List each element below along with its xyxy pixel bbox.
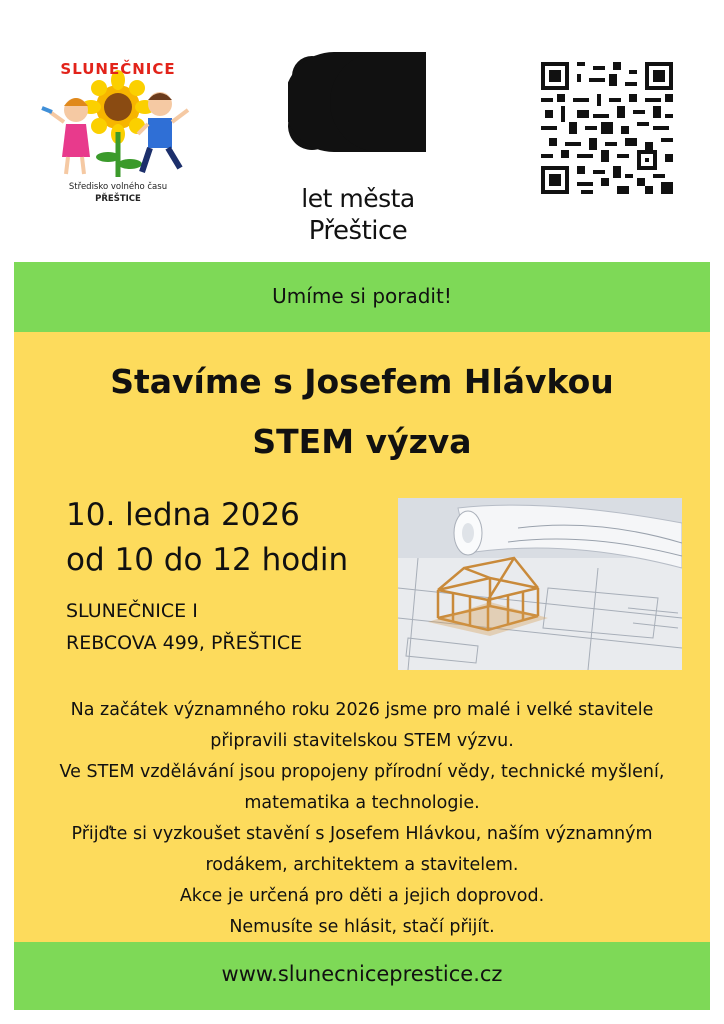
description-line: rodákem, architektem a stavitelem. <box>205 855 519 875</box>
blueprint-house-image <box>398 498 682 670</box>
logo-subtitle-line2: PŘEŠTICE <box>95 194 141 204</box>
event-subtitle: STEM výzva <box>252 422 472 461</box>
logo-line2: Přeštice <box>308 216 408 246</box>
logo-subtitle-line1: Středisko volného času <box>68 182 168 192</box>
event-panel <box>14 332 710 942</box>
header <box>0 0 724 262</box>
logo-line1: let města <box>301 184 415 213</box>
description-line: Ve STEM vzdělávání jsou propojeny přírodní vědy, technické myšlení, <box>59 762 665 782</box>
description-line: připravili stavitelskou STEM výzvu. <box>210 731 514 751</box>
anniversary-800-icon <box>288 42 428 172</box>
description-line: Akce je určená pro děti a jejich doprovod. <box>179 886 545 906</box>
logo-brand-text: SLUNEČNICE <box>60 60 176 78</box>
tagline: Umíme si poradit! <box>272 284 452 308</box>
event-time: od 10 do 12 hodin <box>66 542 349 578</box>
venue-name: SLUNEČNICE I <box>66 600 198 622</box>
event-description <box>14 695 710 943</box>
description-line: Nemusíte se hlásit, stačí přijít. <box>229 917 495 937</box>
tagline-band <box>14 262 710 332</box>
event-title: Stavíme s Josefem Hlávkou <box>110 362 614 401</box>
website-band <box>14 942 710 1010</box>
description-line: Přijďte si vyzkoušet stavění s Josefem Hlávkou, naším významným <box>71 824 653 844</box>
venue-address: REBCOVA 499, PŘEŠTICE <box>66 632 303 654</box>
description-line: matematika a technologie. <box>244 793 480 813</box>
website-link[interactable]: www.slunecniceprestice.cz <box>221 962 503 986</box>
slunecnice-logo <box>38 52 198 212</box>
city-anniversary-logo <box>278 42 438 246</box>
event-date: 10. ledna 2026 <box>66 497 300 533</box>
description-line: Na začátek významného roku 2026 jsme pro malé i velké stavitele <box>70 700 654 720</box>
qr-code-icon <box>541 62 673 194</box>
